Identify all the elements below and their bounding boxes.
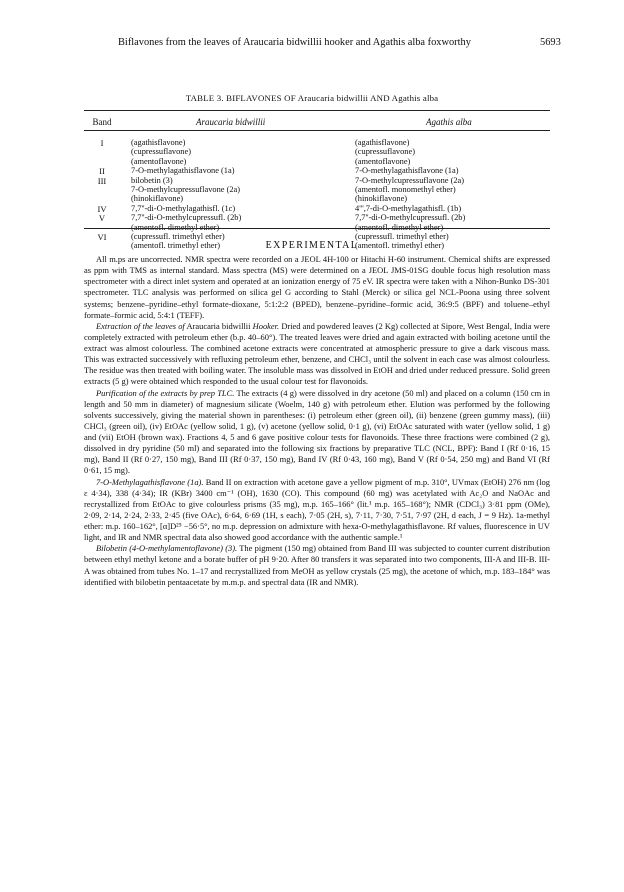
column-header-agathis: Agathis alba	[426, 117, 472, 127]
table-araucaria-cell: (agathisflavone)	[131, 138, 186, 147]
table-agathis-cell: 7,7''-di-O-methylcupressufl. (2b)	[355, 213, 466, 223]
paragraph-instruments: All m.ps are uncorrected. NMR spectra were recorded on a JEOL 4H-100 or Hitachi H-60 instrument. Chemical shifts are expressed as ppm with TMS as internal standard. Mass spectra (MS) were determined on a JEOL JMS-01SG double focus high resolution mass spectrometer with a direct inlet system and operated at an ionization energy of 75 eV. IR spectra were taken with a Nihon-Bunko DS-301 spectrometer. TLC analysis was performed on silica gel G according to Stahl (Merck) or silica gel NCL-Poona using three solvent systems; benzene–pyridine–ethyl formate-dioxane, 5:1:2:2 (BPED), benzene–pyridine–formic acid, 36:9:5 (BPF) and toluene–ethyl formate–formic acid, 5:4:1 (TEFF).	[84, 254, 550, 320]
table-caption: TABLE 3. BIFLAVONES OF Araucaria bidwillii AND Agathis alba	[185, 93, 439, 103]
column-header-araucaria: Araucaria bidwillii	[196, 117, 266, 127]
table-agathis-cell: (agathisflavone)	[355, 138, 410, 147]
table-araucaria-cell: (amentofl. trimethyl ether)	[131, 241, 221, 251]
table-bottom-rule	[84, 228, 550, 229]
species-name: Araucaria bidwillii	[186, 320, 251, 331]
running-head: Biflavones from the leaves of Araucaria bidwillii hooker and Agathis alba foxworthy	[118, 37, 471, 48]
table-band-cell: I	[100, 138, 104, 148]
table-araucaria-cell: 7,7''-di-O-methylcupressufl. (2b)	[131, 213, 242, 223]
table-agathis-cell: (amentofl. dimethyl ether)	[355, 222, 444, 232]
table-agathis-cell: 4''',7-di-O-methylagathisfl. (1b)	[355, 203, 462, 213]
paragraph-text: Dried and powdered leaves (2 Kg) collected at Sipore, West Bengal, India were completely extracted with petroleum ether (b.p. 40–60°). The treated leaves were dried and again extracted with boiling acetone until the extract was almost colourless. The combined acetone extracts were concentrated at atmospheric pressure to give a dark viscous mass. This was extracted successively with refluxing petroleum ether, benzene, and CHCl₃ until the solvent in each case was almost colourless. The residue was then treated with boiling water. The insoluble mass was dissolved in EtOH and dried under reduced pressure. Solid green extracts (5 g) were obtained which responded to the usual colour test for flavonoids.	[84, 320, 551, 387]
paragraph-extraction	[84, 321, 550, 388]
paragraph-heading: Extraction of the leaves of	[96, 320, 185, 331]
table-araucaria-cell: (hinokiflavone)	[131, 194, 184, 204]
table-araucaria-cell: bilobetin (3)	[131, 175, 173, 185]
table-agathis-cell: (hinokiflavone)	[355, 194, 408, 204]
table-araucaria-cell: (cupressufl. trimethyl ether)	[131, 231, 225, 241]
table-agathis-cell: (cupressuflavone)	[355, 147, 415, 157]
table-agathis-cell: 7-O-methylcupressuflavone (2a)	[355, 175, 465, 185]
table-agathis-cell: (cupressufl. trimethyl ether)	[355, 231, 449, 241]
paragraph-purification	[84, 388, 550, 477]
paragraph-heading: 7-O-Methylagathisflavone (1a).	[96, 476, 204, 487]
table-agathis-cell: (amentofl. monomethyl ether)	[355, 185, 456, 194]
table-agathis-cell: (amentofl. trimethyl ether)	[355, 241, 445, 251]
table-araucaria-cell: 7-O-methylagathisflavone (1a)	[131, 166, 235, 176]
table-band-cell: V	[98, 213, 106, 224]
table-band-cell: II	[99, 166, 105, 177]
column-header-band: Band	[92, 117, 112, 127]
table-araucaria-cell: (cupressuflavone)	[131, 147, 191, 157]
section-heading: EXPERIMENTAL	[265, 240, 359, 251]
table-agathis-cell: (amentoflavone)	[355, 156, 411, 166]
paragraph-bilobetin	[84, 543, 550, 588]
table-araucaria-cell: (amentofl. dimethyl ether)	[131, 222, 220, 232]
paragraph-heading: Purification of the extracts by prep TLC.	[96, 387, 235, 398]
table-top-rule	[84, 110, 550, 111]
paragraph-heading: Bilobetin (4-O-methylamentoflavone) (3).	[96, 543, 238, 554]
paragraph-text: The extracts (4 g) were dissolved in dry acetone (50 ml) and placed on a column (150 cm in length and 50 mm in diameter) of magnesium silicate (Woelm, 140 g) with petroleum ether. Elution was performed by the following solvents successively, giving the material shown in parentheses: (i) petroleum ether (green oil), (ii) benzene (green gummy mass), (iii) CHCl₃ (green oil), (iv) EtOAc (yellow solid, 1 g), (v) acetone (yellow solid, 0·1 g), (vi) EtOAc saturated with water (yellow solid, 1 g) and (vii) EtOH (brown wax). Fractions 4, 5 and 6 gave positive colour tests for flavonoids. These three fractions were combined (2 g), dissolved in dry pyridine (50 ml) and separated into the following six fractions by preparative TLC (NCL, BPF): Band I (Rf 0·16, 15 mg), Band II (Rf 0·27, 150 mg), Band III (Rf 0·37, 150 mg), Band IV (Rf 0·43, 160 mg), Band V (Rf 0·54, 250 mg) and Band VI (Rf 0·61, 15 mg).	[84, 387, 550, 476]
table-araucaria-cell: 7-O-methylcupressuflavone (2a)	[131, 185, 241, 194]
table-band-cell: III	[97, 175, 107, 186]
table-araucaria-cell: (amentoflavone)	[131, 156, 187, 166]
table-band-cell: VI	[97, 231, 107, 242]
body-text	[84, 254, 550, 588]
table-araucaria-cell: 7,7''-di-O-methylagathisfl. (1c)	[131, 203, 236, 213]
table-band-cell: IV	[97, 203, 107, 214]
page-number: 5693	[540, 37, 561, 48]
paragraph-text: Band II on extraction with acetone gave a yellow pigment of m.p. 310°, UVmax (EtOH) 276 nm (log ε 4·34), 338 (4·34); IR (KBr) 3400 cm⁻¹ (OH), 1630 (CO). This compound (60 mg) was acetylated with Ac₂O and NaOAc and recrystallized from EtOAc to give colourless prisms (35 mg), m.p. 165–166° (lit.¹ m.p. 165–168°); NMR (CDCl₃) 3·81 ppm (OMe), 2·09, 2·14, 2·24, 2·33, 2·45 (five OAc), 6·64, 6·69 (1H, s each), 7·05 (2H, s), 7·11, 7·30, 7·51, 7·97 (2H, d each, J = 9 Hz). 1a-methyl ether: m.p. 160–162°, [α]D²⁵ −56·5°, no m.p. depression on admixture with hexa-O-methylagathisflavone. Rf values, fluorescence in UV light, and IR and NMR spectral data also showed good accordance with the authentic sample.¹	[84, 476, 550, 543]
author-name: Hooker.	[252, 320, 280, 331]
table-agathis-cell: 7-O-methylagathisflavone (1a)	[355, 166, 459, 176]
paragraph-text: The pigment (150 mg) obtained from Band III was subjected to counter current distribution between ethyl methyl ketone and a borate buffer of pH 9·20. After 80 transfers it was separated into two components, III-A and III-B. III-A was obtained from tubes No. 1–17 and recrystallized from MeOH as yellow crystals (25 mg), the acetone of which, m.p. 183–184° was identified with bilobetin pentaacetate by m.m.p. and spectral data (IR and NMR).	[84, 543, 550, 587]
table-header-rule	[84, 130, 550, 131]
paragraph-methylagathisflavone	[84, 477, 550, 544]
